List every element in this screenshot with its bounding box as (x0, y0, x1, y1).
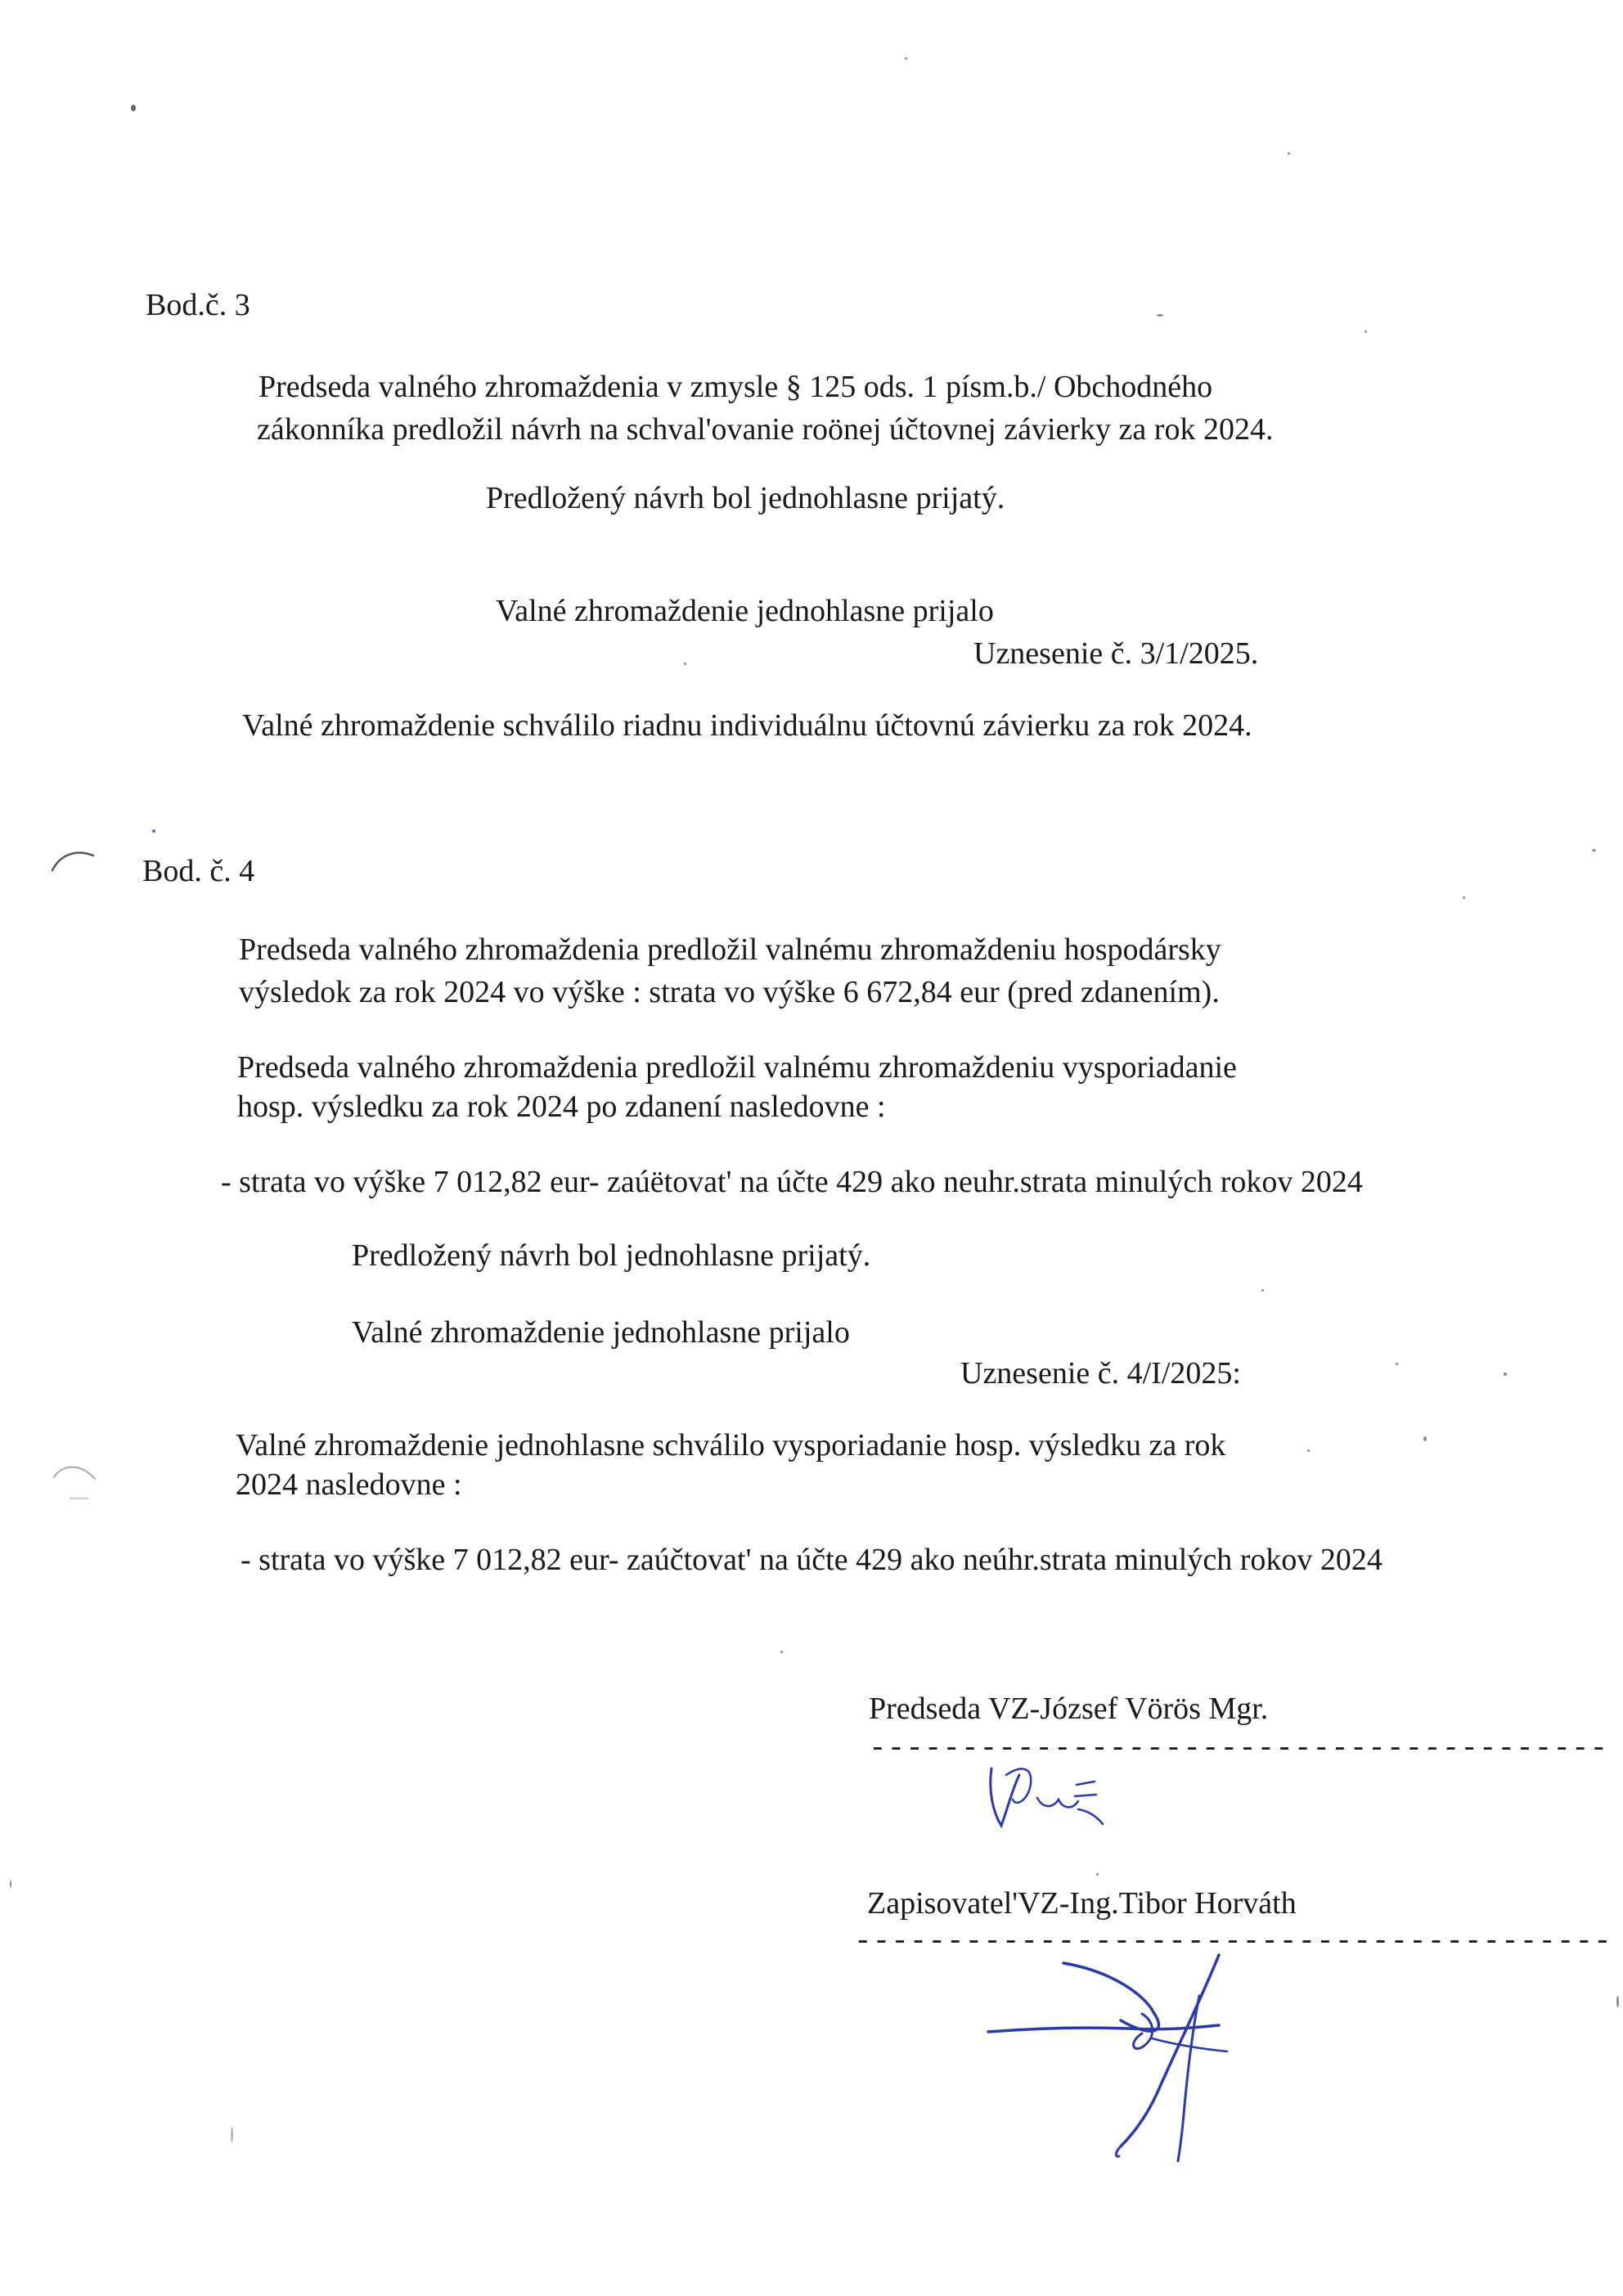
bod4-loss-allocation-item: - strata vo výške 7 012,82 eur- zaúëtovat' na účte 429 ako neuhr.strata minulých rokov 2024 (221, 1165, 1363, 1199)
scan-speck (1307, 1449, 1310, 1452)
recorder-signature-line: ----------------------------------------- (854, 1925, 1612, 1958)
scan-speck (1157, 314, 1163, 317)
scan-speck (10, 1880, 11, 1888)
bod4-paragraph1-line-2: výsledok za rok 2024 vo výške : strata vo výške 6 672,84 eur (pred zdanením). (239, 975, 1220, 1009)
bod4-assembly-approved-line-2: 2024 nasledovne : (236, 1467, 462, 1502)
bod3-proposal-accepted: Predložený návrh bol jednohlasne prijatý. (486, 481, 1005, 515)
scan-speck (1592, 849, 1596, 851)
bod4-proposal-accepted: Predložený návrh bol jednohlasne prijatý. (352, 1238, 871, 1273)
chair-name: Predseda VZ-József Vörös Mgr. (869, 1692, 1269, 1726)
scan-speck (231, 2127, 233, 2143)
scan-speck (1504, 1373, 1507, 1376)
bod3-heading: Bod.č. 3 (146, 288, 250, 322)
scan-speck (684, 663, 686, 665)
bod4-heading: Bod. č. 4 (142, 854, 255, 888)
scan-speck (1616, 1996, 1619, 2007)
scan-speck (1096, 1873, 1099, 1876)
punch-hole-mark (49, 842, 98, 875)
scan-speck (780, 1651, 783, 1653)
scan-speck (1261, 1289, 1264, 1292)
bod3-assembly-adopted: Valné zhromaždenie jednohlasne prijalo (496, 594, 994, 628)
punch-hole-mark (49, 1456, 98, 1505)
bod4-loss-allocation-approved-item: - strata vo výške 7 012,82 eur- zaúčtovat' na účte 429 ako neúhr.strata minulých rokov 2024 (241, 1543, 1382, 1577)
chair-signature (973, 1750, 1153, 1840)
scan-speck (1364, 330, 1367, 333)
scan-speck (131, 105, 136, 111)
scan-speck (1396, 1363, 1398, 1365)
recorder-signature (982, 1947, 1276, 2176)
scan-speck (1423, 1436, 1427, 1441)
scan-speck (1463, 896, 1465, 899)
recorder-name: Zapisovatel'VZ-Ing.Tibor Horváth (867, 1886, 1297, 1921)
chair-signature-line: ---------------------------------------- (869, 1732, 1609, 1765)
bod3-resolution-number: Uznesenie č. 3/1/2025. (973, 636, 1259, 671)
bod4-assembly-adopted: Valné zhromaždenie jednohlasne prijalo (352, 1315, 850, 1350)
scan-speck (905, 57, 907, 60)
bod4-resolution-number: Uznesenie č. 4/I/2025: (960, 1356, 1241, 1391)
bod3-paragraph-line-1: Predseda valného zhromaždenia v zmysle § 125 ods. 1 písm.b./ Obchodného (259, 370, 1213, 404)
bod4-paragraph1-line-1: Predseda valného zhromaždenia predložil valnému zhromaždeniu hospodársky (239, 932, 1221, 967)
scan-speck (152, 829, 155, 833)
scan-speck (1288, 152, 1290, 155)
bod3-paragraph-line-2: zákonníka predložil návrh na schval'ovanie roönej účtovnej závierky za rok 2024. (257, 412, 1274, 447)
bod4-paragraph2-line-2: hosp. výsledku za rok 2024 po zdanení nasledovne : (237, 1090, 886, 1124)
bod4-paragraph2-line-1: Predseda valného zhromaždenia predložil valnému zhromaždeniu vysporiadanie (237, 1050, 1237, 1085)
bod4-assembly-approved-line-1: Valné zhromaždenie jednohlasne schválilo vysporiadanie hosp. výsledku za rok (236, 1428, 1226, 1463)
bod3-assembly-approved: Valné zhromaždenie schválilo riadnu individuálnu účtovnú závierku za rok 2024. (242, 708, 1252, 743)
